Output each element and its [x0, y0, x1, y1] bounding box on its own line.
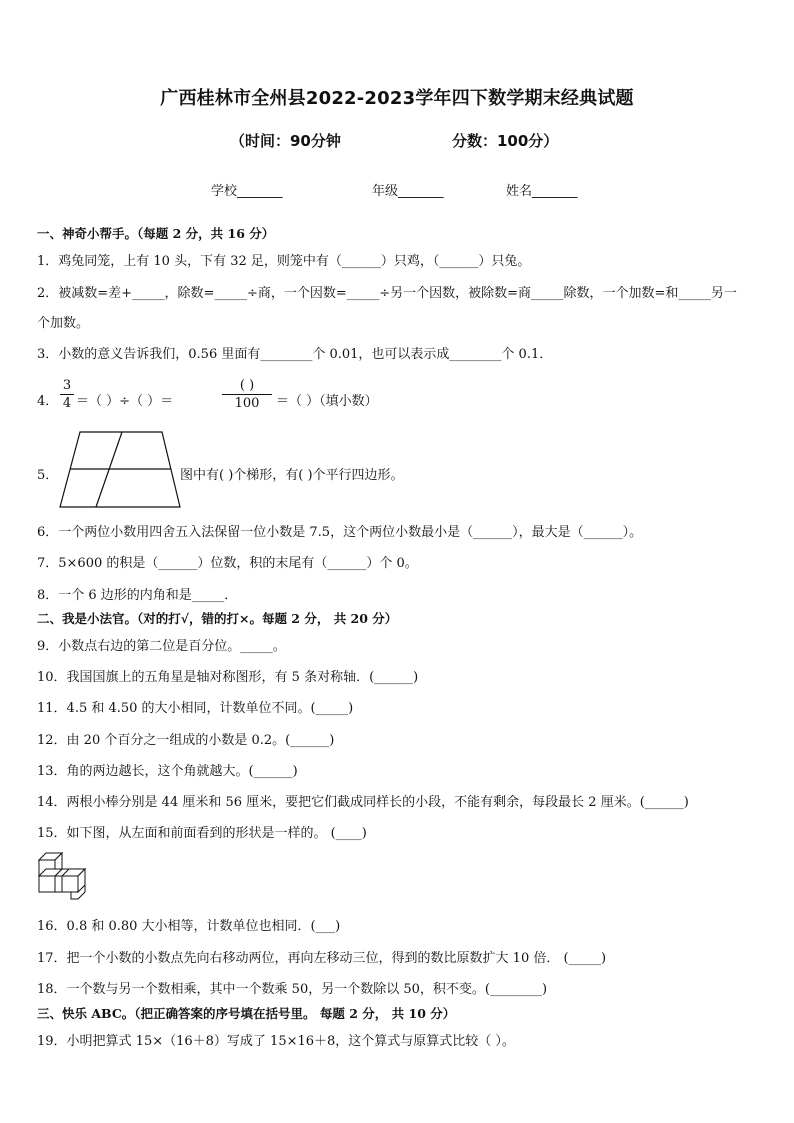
grade-field[interactable]: 年级_______ — [372, 184, 444, 199]
question-10: 10．我国国旗上的五角星是轴对称图形，有 5 条对称轴．(______) — [37, 670, 419, 685]
fraction-numerator: 3 — [62, 378, 72, 393]
section-1-heading: 一、神奇小帮手。（每题 2 分，共 16 分） — [37, 226, 275, 241]
question-11: 11．4.5 和 4.50 的大小相同，计数单位不同。(_____) — [37, 701, 354, 716]
page-title: 广西桂林市全州县2022-2023学年四下数学期末经典试题 — [160, 88, 634, 109]
section-2-heading: 二、我是小法官。（对的打√，错的打×。每题 2 分， 共 20 分） — [37, 611, 398, 626]
question-16: 16．0.8 和 0.80 大小相等，计数单位也相同．(___) — [37, 919, 341, 934]
question-13: 13．角的两边越长，这个角就越大。(______) — [37, 764, 298, 779]
question-5-text: 图中有( )个梯形，有( )个平行四边形。 — [180, 468, 404, 483]
question-2-line-2: 个加数。 — [37, 316, 90, 331]
fraction-numerator-blank: ( ) — [239, 378, 255, 393]
school-field[interactable]: 学校_______ — [211, 184, 283, 199]
exam-score: 分数：100分） — [452, 132, 559, 150]
question-4-label: 4． — [37, 394, 59, 409]
cube-stack-figure — [37, 851, 89, 901]
fraction-denominator: 4 — [62, 396, 72, 411]
trapezoid-figure — [58, 430, 184, 510]
question-3: 3．小数的意义告诉我们，0.56 里面有________个 0.01，也可以表示成________个 0.1． — [37, 347, 553, 362]
question-17: 17．把一个小数的小数点先向右移动两位，再向左移动三位，得到的数比原数扩大 10 倍． (_____) — [37, 951, 607, 966]
question-14: 14．两根小棒分别是 44 厘米和 56 厘米，要把它们截成同样长的小段，不能有剩余，每段最长 2 厘米。(______) — [37, 795, 689, 810]
exam-time: （时间：90分钟 — [230, 132, 341, 150]
question-4-middle: ＝（ ）÷（ ）＝ — [76, 394, 174, 409]
fraction-over-100 — [222, 378, 272, 411]
question-1: 1．鸡兔同笼，上有 10 头，下有 32 足，则笼中有（______）只鸡，（______）只兔。 — [37, 254, 531, 269]
question-15: 15．如下图，从左面和前面看到的形状是一样的。 (____) — [37, 826, 367, 841]
question-8: 8．一个 6 边形的内角和是_____． — [37, 588, 238, 603]
question-5-label: 5． — [37, 468, 59, 483]
fraction-denominator-100: 100 — [234, 396, 260, 411]
section-3-heading: 三、快乐 ABC。（把正确答案的序号填在括号里。 每题 2 分， 共 10 分） — [37, 1006, 456, 1021]
question-6: 6．一个两位小数用四舍五入法保留一位小数是 7.5，这个两位小数最小是（______），最大是（______）。 — [37, 525, 643, 540]
question-12: 12．由 20 个百分之一组成的小数是 0.2。(______) — [37, 733, 335, 748]
name-field[interactable]: 姓名_______ — [506, 184, 578, 199]
fraction-three-quarters — [60, 378, 74, 411]
question-2-line-1: 2．被减数=差+_____，除数=_____÷商，一个因数=_____÷另一个因数，被除数=商_____除数，一个加数=和_____另一 — [37, 286, 737, 301]
question-18: 18．一个数与另一个数相乘，其中一个数乘 50，另一个数除以 50，积不变。(________) — [37, 982, 548, 997]
question-7: 7．5×600 的积是（______）位数，积的末尾有（______）个 0。 — [37, 556, 418, 571]
question-19: 19．小明把算式 15×（16＋8）写成了 15×16＋8，这个算式与原算式比较（ ）。 — [37, 1034, 515, 1049]
question-9: 9．小数点右边的第二位是百分位。_____。 — [37, 639, 286, 654]
question-4-tail: ＝（ ）（填小数） — [276, 394, 378, 409]
exam-meta — [230, 130, 559, 151]
